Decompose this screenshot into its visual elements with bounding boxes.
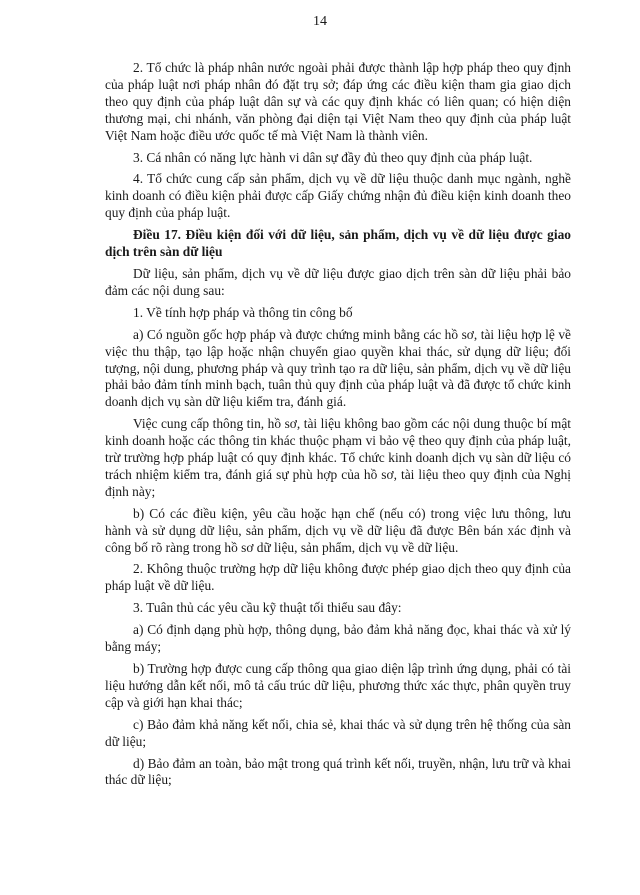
paragraph-item-1: 1. Về tính hợp pháp và thông tin công bố <box>133 304 353 320</box>
document-body <box>105 60 571 794</box>
paragraph-item-3b: b) Trường hợp được cung cấp thông qua giao diện lập trình ứng dụng, phải có tài liệu hướng dẫn kết nối, mô tả cấu trúc dữ liệu, phương thức xác thực, phân quyền truy cập và giới hạn khai thác; <box>105 661 571 710</box>
paragraph-clause-2: 2. Tổ chức là pháp nhân nước ngoài phải được thành lập hợp pháp theo quy định của pháp luật nơi pháp nhân đó đặt trụ sở; đáp ứng các điều kiện tham gia giao dịch theo quy định của pháp luật dân sự và các quy định khác có liên quan; có hiện diện thương mại, chi nhánh, văn phòng đại diện tại Việt Nam theo quy định của pháp luật Việt Nam hoặc điều ước quốc tế mà Việt Nam là thành viên. <box>105 60 571 143</box>
paragraph-item-1b: b) Có các điều kiện, yêu cầu hoặc hạn chế (nếu có) trong việc lưu thông, lưu hành và sử dụng dữ liệu, sản phẩm, dịch vụ về dữ liệu đã được Bên bán xác định và công bố rõ ràng trong hồ sơ dữ liệu, sản phẩm, dịch vụ về dữ liệu. <box>105 505 571 555</box>
article-17-heading: Điều 17. Điều kiện đối với dữ liệu, sản phẩm, dịch vụ về dữ liệu được giao dịch trên sàn dữ liệu <box>105 227 571 260</box>
paragraph-item-3d: d) Bảo đảm an toàn, bảo mật trong quá trình kết nối, truyền, nhận, lưu trữ và khai thác dữ liệu; <box>105 755 571 788</box>
paragraph-item-2: 2. Không thuộc trường hợp dữ liệu không được phép giao dịch theo quy định của pháp luật về dữ liệu. <box>105 561 571 594</box>
paragraph-intro: Dữ liệu, sản phẩm, dịch vụ về dữ liệu được giao dịch trên sàn dữ liệu phải bảo đảm các nội dung sau: <box>105 265 571 298</box>
paragraph-item-3a: a) Có định dạng phù hợp, thông dụng, bảo đảm khả năng đọc, khai thác và xử lý bằng máy; <box>105 622 571 655</box>
paragraph-clause-3: 3. Cá nhân có năng lực hành vi dân sự đầy đủ theo quy định của pháp luật. <box>133 149 533 165</box>
paragraph-item-3: 3. Tuân thủ các yêu cầu kỹ thuật tối thiểu sau đây: <box>133 600 402 616</box>
paragraph-item-3c: c) Bảo đảm khả năng kết nối, chia sẻ, khai thác và sử dụng trên hệ thống của sàn dữ liệu; <box>105 716 571 749</box>
paragraph-item-1a: a) Có nguồn gốc hợp pháp và được chứng minh bằng các hồ sơ, tài liệu hợp lệ về việc thu thập, tạo lập hoặc nhận chuyển giao quyền khai thác, sử dụng dữ liệu; đối tượng, nội dung, phương pháp và quy trình tạo ra dữ liệu, sản phẩm, dịch vụ về dữ liệu phải bảo đảm tính minh bạch, tuân thủ quy định của pháp luật và đã được tổ chức kinh doanh dịch vụ sàn dữ liệu kiểm tra, đánh giá. <box>105 326 571 410</box>
page-number: 14 <box>313 14 327 29</box>
paragraph-item-1a-cont: Việc cung cấp thông tin, hồ sơ, tài liệu không bao gồm các nội dung thuộc bí mật kinh doanh hoặc các thông tin khác thuộc phạm vi bảo vệ theo quy định của pháp luật, trừ trường hợp pháp luật có quy định khác. Tổ chức kinh doanh dịch vụ sàn dữ liệu có trách nhiệm kiểm tra, đánh giá sự phù hợp của hồ sơ, tài liệu theo quy định của Nghị định này; <box>105 416 571 499</box>
paragraph-clause-4: 4. Tổ chức cung cấp sản phẩm, dịch vụ về dữ liệu thuộc danh mục ngành, nghề kinh doanh có điều kiện phải được cấp Giấy chứng nhận đủ điều kiện kinh doanh theo quy định của pháp luật. <box>105 171 571 221</box>
